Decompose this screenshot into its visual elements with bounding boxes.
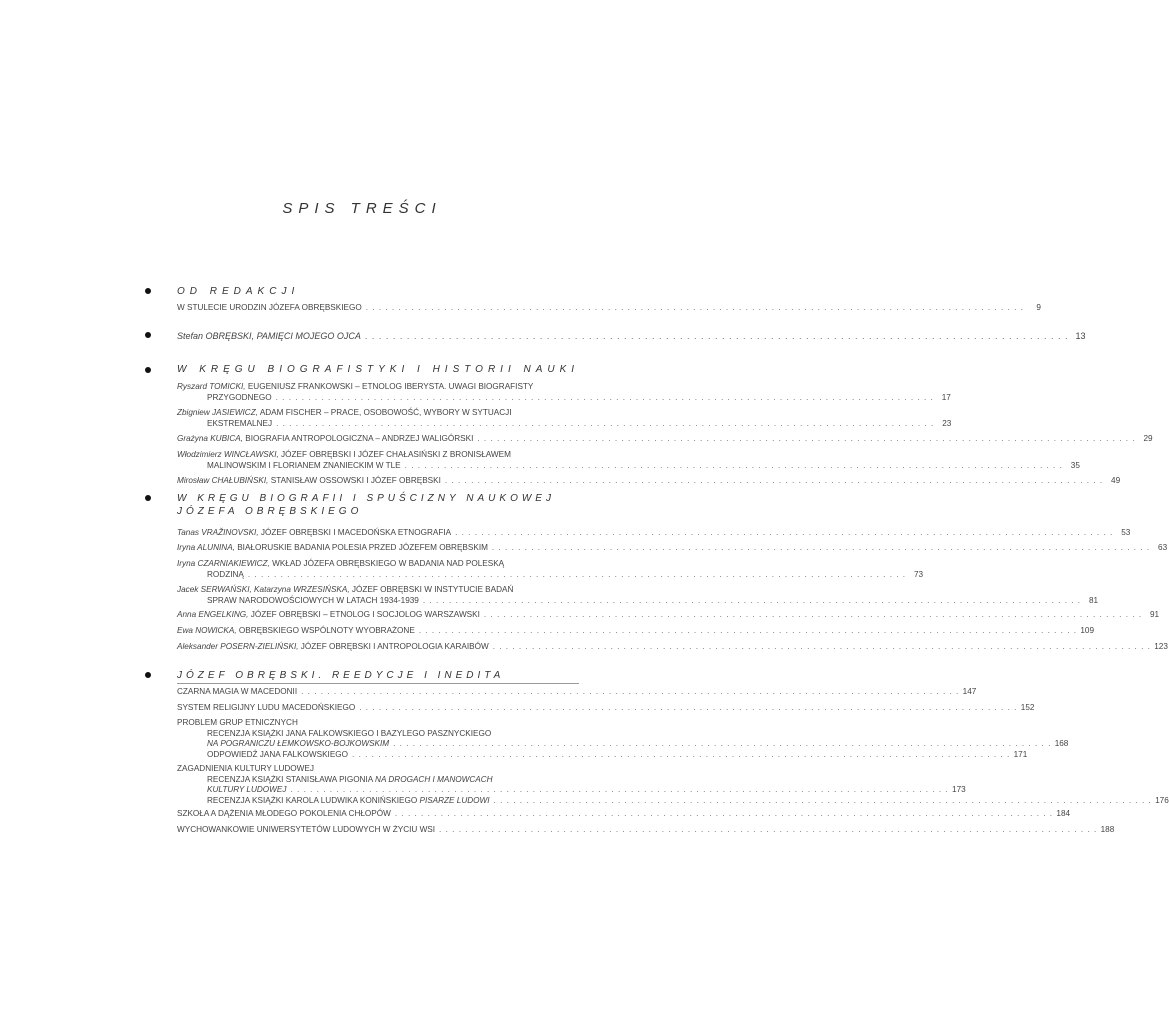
entry-title: EUGENIUSZ FRANKOWSKI – ETNOLOG IBERYSTA. UWAGI BIOGRAFISTY [247,382,534,391]
page-number: 13 [1075,331,1086,341]
sub-entry-title: RECENZJA KSIĄŻKI KAROLA LUDWIKA KONIŃSKIEGO [207,795,418,805]
sub-entry-title: RECENZJA KSIĄŻKI JANA FALKOWSKIEGO I BAZYLEGO PASZNYCKIEGO [207,728,492,738]
page-number: 91 [1150,610,1160,619]
section-heading: OD REDAKCJI [177,286,300,297]
entry-title: SYSTEM RELIGIJNY LUDU MACEDOŃSKIEGO [177,703,356,712]
entry-author: Stefan OBRĘBSKI, [177,331,255,341]
entry-title: ADAM FISCHER – PRACE, OSOBOWOŚĆ, WYBORY W SYTUACJI [259,408,512,417]
entry-title: CZARNA MAGIA W MACEDONII [177,687,298,696]
entry-title-continued: RODZINĄ [207,569,244,579]
toc-entry [177,543,1168,554]
entry-title: WYCHOWANKOWIE UNIWERSYTETÓW LUDOWYCH W ŻYCIU WSI [177,825,436,834]
entry-title: JÓZEF OBRĘBSKI I JÓZEF CHAŁASIŃSKI Z BRONISŁAWEM [281,450,511,459]
entry-title: JÓZEF OBRĘBSKI I ANTROPOLOGIA KARAIBÓW [300,642,489,651]
entry-author: Zbigniew JASIEWICZ, [177,408,258,417]
entry-title: W STULECIE URODZIN JÓZEFA OBRĘBSKIEGO [177,303,362,312]
entry-title: ZAGADNIENIA KULTURY LUDOWEJ [177,764,314,773]
section-bullet [145,367,151,373]
entry-title: JÓZEF OBRĘBSKI I MACEDOŃSKA ETNOGRAFIA [260,528,452,537]
toc-entry [177,450,1080,471]
sub-entry-title: RECENZJA KSIĄŻKI STANISŁAWA PIGONIA [207,774,373,784]
page-number: 123 [1154,642,1168,651]
sub-entry-book-title-continued: KULTURY LUDOWEJ [207,785,287,794]
toc-entry [177,703,1035,714]
toc-entry [177,303,1041,314]
toc-entry [177,382,951,403]
sub-entry-book-title: PISARZE LUDOWI [419,795,490,805]
entry-author: Grażyna KUBICA, [177,434,243,443]
page-number: 29 [1143,434,1153,443]
entry-author: Ewa NOWICKA, [177,626,237,635]
entry-author: Jacek SERWAŃSKI, Katarzyna WRZESIŃSKA, [177,585,350,594]
entry-title: PAMIĘCI MOJEGO OJCA [256,331,361,341]
toc-entry [177,476,1121,487]
page-number: 81 [1088,595,1099,605]
section-heading: W KRĘGU BIOGRAFISTYKI I HISTORII NAUKI [177,364,580,375]
toc-entry [177,825,1115,836]
page-number: 49 [1111,476,1121,485]
page-number: 109 [1080,626,1095,635]
entry-title: BIAŁORUSKIE BADANIA POLESIA PRZED JÓZEFEM OBRĘBSKIM [237,543,488,552]
page-number: 168 [1054,739,1069,748]
page-number: 188 [1100,825,1115,834]
toc-entry [177,434,1153,445]
section-bullet [145,495,151,501]
page-number: 173 [952,785,966,794]
sub-entry-title-continued: NA POGRANICZU ŁEMKOWSKO-BOJKOWSKIM [207,739,390,748]
toc-entry [177,408,952,429]
toc-entry [177,764,1169,806]
entry-title-continued: PRZYGODNEGO [207,392,272,402]
toc-entry [177,559,924,580]
toc-entry [177,626,1095,637]
entry-title: PROBLEM GRUP ETNICZNYCH [177,718,298,727]
page-number: 23 [942,418,952,428]
page-number: 147 [962,687,977,696]
section-heading: JÓZEF OBRĘBSKI. REEDYCJE I INEDITA [177,670,505,681]
page-number: 35 [1070,460,1080,470]
entry-title: SZKOŁA A DĄŻENIA MŁODEGO POKOLENIA CHŁOPÓW [177,809,391,818]
section-bullet [145,332,151,338]
page-number: 176 [1155,795,1169,805]
toc-entry [177,610,1160,621]
toc-entry [177,687,977,698]
entry-title: BIOGRAFIA ANTROPOLOGICZNA – ANDRZEJ WALIGÓRSKI [245,434,474,443]
entry-author: Iryna CZARNIAKIEWICZ, [177,559,270,568]
page-number: 9 [1036,303,1041,312]
page-number: 171 [1013,749,1028,759]
entry-title-continued: MALINOWSKIM I FLORIANEM ZNANIECKIM W TLE [207,460,401,470]
entry-author: Ryszard TOMICKI, [177,382,246,391]
toc-entry [177,331,1086,342]
entry-author: Mirosław CHAŁUBIŃSKI, [177,476,269,485]
section-bullet [145,288,151,294]
entry-title: OBRĘBSKIEGO WSPÓLNOTY WYOBRAŻONE [238,626,415,635]
entry-author: Anna ENGELKING, [177,610,249,619]
section-divider [177,683,579,684]
sub-entry-book-title: NA DROGACH I MANOWCACH [375,774,493,784]
page-title: SPIS TREŚCI [282,200,442,217]
section-heading: W KRĘGU BIOGRAFII I SPUŚCIZNY NAUKOWEJ [177,493,555,504]
entry-title-continued: EKSTREMALNEJ [207,418,273,428]
entry-title: JÓZEF OBRĘBSKI W INSTYTUCIE BADAŃ [351,585,514,594]
toc-entry [177,809,1071,820]
page-number: 17 [941,392,951,402]
toc-entry [177,585,1099,606]
toc-entry [177,718,1069,760]
page-number: 63 [1158,543,1168,552]
toc-entry [177,642,1168,653]
toc-entry [177,528,1131,539]
page-number: 53 [1121,528,1131,537]
section-bullet [145,672,151,678]
page-number: 184 [1056,809,1071,818]
entry-author: Tanas VRAŽINOVSKI, [177,528,259,537]
entry-author: Iryna ALUNINA, [177,543,235,552]
section-heading-continued: JÓZEFA OBRĘBSKIEGO [177,506,363,517]
page-number: 152 [1020,703,1035,712]
entry-title: WKŁAD JÓZEFA OBRĘBSKIEGO W BADANIA NAD POLESKĄ [272,559,505,568]
entry-title: JÓZEF OBRĘBSKI – ETNOLOG I SOCJOLOG WARSZAWSKI [250,610,480,619]
entry-author: Aleksander POSERN-ZIELIŃSKI, [177,642,299,651]
entry-title-continued: SPRAW NARODOWOŚCIOWYCH W LATACH 1934-1939 [207,595,419,605]
page-number: 73 [913,569,924,579]
entry-author: Włodzimierz WINCŁAWSKI, [177,450,279,459]
entry-title: STANISŁAW OSSOWSKI I JÓZEF OBRĘBSKI [270,476,441,485]
sub-entry-title: ODPOWIEDŹ JANA FALKOWSKIEGO [207,749,349,759]
